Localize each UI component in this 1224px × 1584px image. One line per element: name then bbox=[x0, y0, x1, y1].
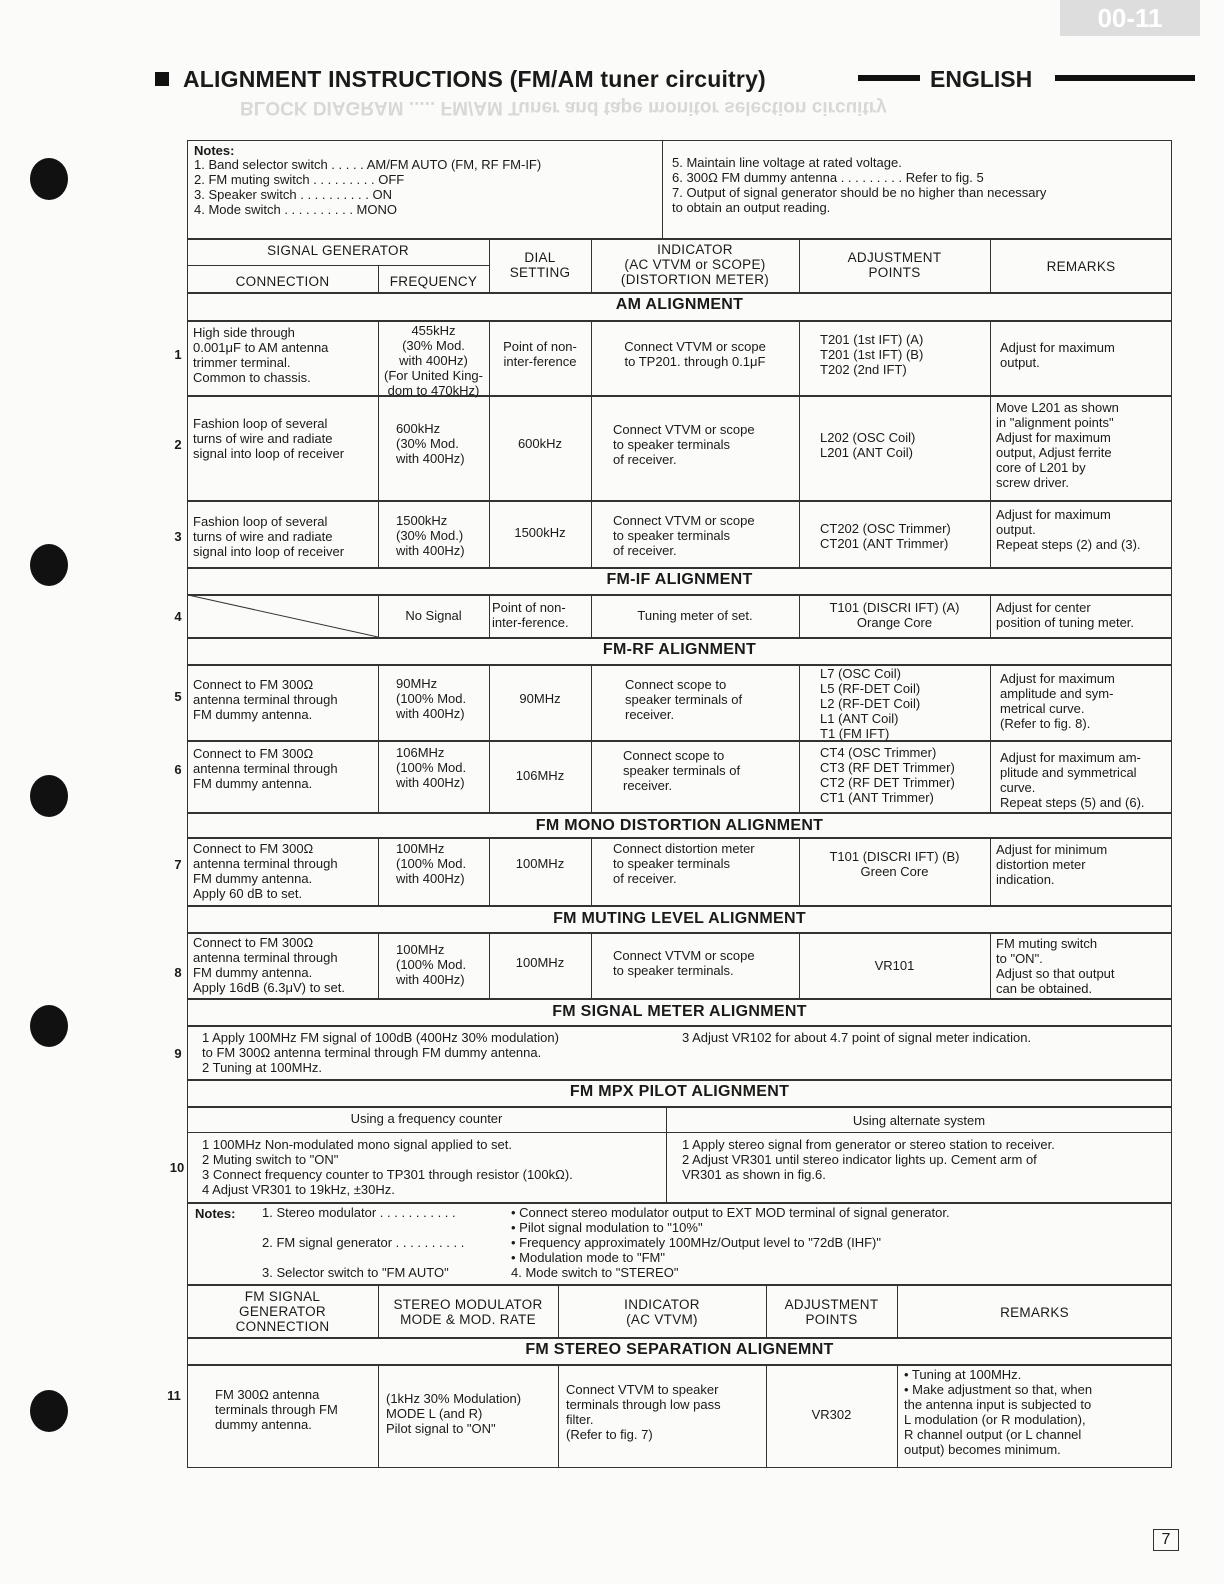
mpx-right-steps: 1 Apply stereo signal from generator or stereo station to receiver. 2 Adjust VR301 until stereo indicator lights up. Cement arm of VR301 as shown in fig.6. bbox=[682, 1137, 1055, 1182]
punch-hole-4 bbox=[30, 1005, 68, 1047]
row-dial-setting: Point of non- inter-ference. bbox=[492, 600, 569, 630]
notes-left: 1. Band selector switch . . . . . AM/FM AUTO (FM, RF FM-IF) 2. FM muting switch . . . . . . . . . OFF 3. Speaker switch . . . . . . . . . . ON 4. Mode switch . . . . . . . . . . MONO bbox=[194, 157, 542, 217]
mpx-left-steps: 1 100MHz Non-modulated mono signal applied to set. 2 Muting switch to "ON" 3 Connect frequency counter to TP301 through resistor (100kΩ). 4 Adjust VR301 to 19kHz, ±30Hz. bbox=[202, 1137, 573, 1197]
punch-hole-3 bbox=[30, 775, 68, 817]
row-adjustment-points: CT4 (OSC Trimmer) CT3 (RF DET Trimmer) CT2 (RF DET Trimmer) CT1 (ANT Trimmer) bbox=[820, 745, 955, 805]
section-am-alignment: AM ALIGNMENT bbox=[615, 296, 744, 313]
section-fm-rf-alignment: FM-RF ALIGNMENT bbox=[602, 641, 757, 658]
row-dial-setting: Point of non- inter-ference bbox=[503, 339, 577, 369]
step-number: 5 bbox=[174, 689, 182, 704]
stereo-col-connection: FM SIGNAL GENERATOR CONNECTION bbox=[235, 1289, 330, 1334]
section-fm-mono-distortion: FM MONO DISTORTION ALIGNMENT bbox=[535, 817, 824, 834]
row-adjustment-points: T101 (DISCRI IFT) (B) Green Core bbox=[829, 849, 960, 879]
step-number: 4 bbox=[174, 609, 182, 624]
stereo-row-connection: FM 300Ω antenna terminals through FM dummy antenna. bbox=[215, 1387, 338, 1432]
row-frequency: 106MHz (100% Mod. with 400Hz) bbox=[396, 745, 467, 790]
bleed-through-text: BLOCK DIAGRAM ..... FM/AM Tuner and tape monitor selection circuitry bbox=[240, 97, 887, 118]
notes-right: 5. Maintain line voltage at rated voltage. 6. 300Ω FM dummy antenna . . . . . . . . . Refer to fig. 5 7. Output of signal generator should be no higher than necessary to obtain an output reading. bbox=[672, 155, 1047, 215]
step-number: 8 bbox=[174, 965, 182, 980]
page-header bbox=[155, 66, 1195, 92]
row-dial-setting: 600kHz bbox=[517, 436, 563, 451]
stereo-col-adjustment: ADJUSTMENT POINTS bbox=[784, 1297, 879, 1327]
row-connection: High side through 0.001μF to AM antenna trimmer terminal. Common to chassis. bbox=[193, 325, 329, 385]
col-dial-setting: DIAL SETTING bbox=[509, 250, 571, 280]
row-frequency: 100MHz (100% Mod. with 400Hz) bbox=[396, 942, 467, 987]
row-indicator: Connect scope to speaker terminals of receiver. bbox=[623, 748, 741, 793]
page-number: 7 bbox=[1153, 1529, 1179, 1551]
stereo-row-remarks: • Tuning at 100MHz. • Make adjustment so that, when the antenna input is subjected to L modulation (or R modulation), R channel output (or L channel output) becomes minimum. bbox=[904, 1367, 1093, 1457]
stereo-col-remarks: REMARKS bbox=[1000, 1305, 1069, 1320]
mpx-right-heading: Using alternate system bbox=[852, 1113, 986, 1128]
row-adjustment-points: T201 (1st IFT) (A) T201 (1st IFT) (B) T202 (2nd IFT) bbox=[820, 332, 924, 377]
row-indicator: Connect VTVM or scope to TP201. through 0.1μF bbox=[624, 339, 766, 369]
row-adjustment-points: CT202 (OSC Trimmer) CT201 (ANT Trimmer) bbox=[820, 521, 951, 551]
stereo-row-modulator: (1kHz 30% Modulation) MODE L (and R) Pilot signal to "ON" bbox=[386, 1391, 522, 1436]
col-signal-generator: SIGNAL GENERATOR bbox=[267, 243, 409, 258]
row-dial-setting: 100MHz bbox=[515, 955, 565, 970]
row-indicator: Connect VTVM or scope to speaker terminals of receiver. bbox=[613, 422, 755, 467]
row-indicator: Tuning meter of set. bbox=[637, 608, 753, 623]
stereo-col-modulator: STEREO MODULATOR MODE & MOD. RATE bbox=[393, 1297, 543, 1327]
punch-hole-1 bbox=[30, 158, 68, 200]
step-number: 9 bbox=[174, 1046, 182, 1061]
signal-meter-steps-right: 3 Adjust VR102 for about 4.7 point of signal meter indication. bbox=[682, 1030, 1032, 1045]
notes2-right: • Connect stereo modulator output to EXT MOD terminal of signal generator. • Pilot signal modulation to "10%" • Frequency approximately 100MHz/Output level to "72dB (IHF)" • Modulation mode to "FM" 4. Mode switch to "STEREO" bbox=[511, 1205, 950, 1280]
corner-mark: 00-11 bbox=[1060, 0, 1200, 36]
row-adjustment-points: T101 (DISCRI IFT) (A) Orange Core bbox=[829, 600, 960, 630]
col-adjustment-points: ADJUSTMENT POINTS bbox=[847, 250, 942, 280]
row-frequency: 455kHz (30% Mod. with 400Hz) (For United King- dom to 470kHz) bbox=[384, 323, 483, 398]
row-remarks: FM muting switch to "ON". Adjust so that output can be obtained. bbox=[996, 936, 1115, 996]
step-number: 10 bbox=[169, 1160, 185, 1175]
row-frequency: No Signal bbox=[405, 608, 462, 623]
punch-hole-5 bbox=[30, 1390, 68, 1432]
step-number: 2 bbox=[174, 437, 182, 452]
row-dial-setting: 100MHz bbox=[515, 856, 565, 871]
row-frequency: 90MHz (100% Mod. with 400Hz) bbox=[396, 676, 467, 721]
row-indicator: Connect scope to speaker terminals of receiver. bbox=[625, 677, 743, 722]
row-connection: Connect to FM 300Ω antenna terminal through FM dummy antenna. Apply 16dB (6.3μV) to set. bbox=[193, 935, 346, 995]
header-rule bbox=[858, 75, 920, 81]
language-label: ENGLISH bbox=[930, 66, 1033, 92]
row-remarks: Adjust for maximum output. bbox=[1000, 340, 1115, 370]
col-remarks: REMARKS bbox=[1046, 259, 1116, 274]
notes-label: Notes: bbox=[194, 143, 235, 158]
row-connection: Connect to FM 300Ω antenna terminal through FM dummy antenna. bbox=[193, 677, 338, 722]
empty-cell-diagonal bbox=[188, 595, 378, 637]
row-remarks: Adjust for maximum am- plitude and symmetrical curve. Repeat steps (5) and (6). bbox=[1000, 750, 1145, 810]
row-indicator: Connect distortion meter to speaker terminals of receiver. bbox=[613, 841, 755, 886]
signal-meter-steps-left: 1 Apply 100MHz FM signal of 100dB (400Hz 30% modulation) to FM 300Ω antenna terminal through FM dummy antenna. 2 Tuning at 100MHz. bbox=[202, 1030, 559, 1075]
col-indicator: INDICATOR (AC VTVM or SCOPE) (DISTORTION METER) bbox=[620, 242, 770, 287]
row-dial-setting: 1500kHz bbox=[514, 525, 566, 540]
stereo-row-indicator: Connect VTVM to speaker terminals through low pass filter. (Refer to fig. 7) bbox=[566, 1382, 721, 1442]
notes2-left: 1. Stereo modulator . . . . . . . . . . . 2. FM signal generator . . . . . . . . . . 3. Selector switch to "FM AUTO" bbox=[262, 1205, 465, 1280]
step-number: 7 bbox=[174, 857, 182, 872]
row-remarks: Adjust for maximum amplitude and sym- metrical curve. (Refer to fig. 8). bbox=[1000, 671, 1115, 731]
step-number: 6 bbox=[174, 762, 182, 777]
row-frequency: 100MHz (100% Mod. with 400Hz) bbox=[396, 841, 467, 886]
section-fm-muting-level: FM MUTING LEVEL ALIGNMENT bbox=[553, 910, 806, 927]
row-dial-setting: 106MHz bbox=[515, 768, 565, 783]
row-connection: Fashion loop of several turns of wire and radiate signal into loop of receiver bbox=[193, 514, 345, 559]
col-connection: CONNECTION bbox=[235, 274, 330, 289]
row-indicator: Connect VTVM or scope to speaker terminals of receiver. bbox=[613, 513, 755, 558]
row-connection: Connect to FM 300Ω antenna terminal through FM dummy antenna. bbox=[193, 746, 338, 791]
notes2-label: Notes: bbox=[195, 1206, 236, 1221]
section-fm-stereo-separation: FM STEREO SEPARATION ALIGNEMNT bbox=[525, 1341, 834, 1358]
section-fm-signal-meter: FM SIGNAL METER ALIGNMENT bbox=[552, 1003, 807, 1020]
row-remarks: Adjust for maximum output. Repeat steps (2) and (3). bbox=[996, 507, 1141, 552]
step-number: 1 bbox=[174, 347, 182, 362]
row-adjustment-points: L202 (OSC Coil) L201 (ANT Coil) bbox=[820, 430, 916, 460]
row-frequency: 600kHz (30% Mod. with 400Hz) bbox=[396, 421, 465, 466]
header-bullet bbox=[155, 72, 169, 86]
row-frequency: 1500kHz (30% Mod.) with 400Hz) bbox=[396, 513, 465, 558]
section-fm-mpx-pilot: FM MPX PILOT ALIGNMENT bbox=[569, 1083, 790, 1100]
stereo-row-adjustment: VR302 bbox=[811, 1407, 852, 1422]
col-frequency: FREQUENCY bbox=[389, 274, 478, 289]
row-adjustment-points: L7 (OSC Coil) L5 (RF-DET Coil) L2 (RF-DET Coil) L1 (ANT Coil) T1 (FM IFT) bbox=[820, 666, 921, 741]
mpx-left-heading: Using a frequency counter bbox=[350, 1111, 503, 1126]
stereo-col-indicator: INDICATOR (AC VTVM) bbox=[624, 1297, 700, 1327]
row-remarks: Adjust for center position of tuning meter. bbox=[996, 600, 1135, 630]
page-title: ALIGNMENT INSTRUCTIONS (FM/AM tuner circuitry) bbox=[183, 66, 766, 92]
step-number: 11 bbox=[167, 1388, 181, 1403]
row-remarks: Move L201 as shown in "alignment points" Adjust for maximum output, Adjust ferrite core of L201 by screw driver. bbox=[996, 400, 1119, 490]
row-indicator: Connect VTVM or scope to speaker terminals. bbox=[613, 948, 755, 978]
row-adjustment-points: VR101 bbox=[874, 958, 915, 973]
step-number: 3 bbox=[174, 529, 182, 544]
row-dial-setting: 90MHz bbox=[519, 691, 561, 706]
row-connection: Connect to FM 300Ω antenna terminal through FM dummy antenna. Apply 60 dB to set. bbox=[193, 841, 338, 901]
header-rule-right bbox=[1055, 75, 1195, 81]
row-remarks: Adjust for minimum distortion meter indication. bbox=[996, 842, 1108, 887]
punch-hole-2 bbox=[30, 544, 68, 586]
section-fm-if-alignment: FM-IF ALIGNMENT bbox=[606, 571, 753, 588]
row-connection: Fashion loop of several turns of wire and radiate signal into loop of receiver bbox=[193, 416, 345, 461]
